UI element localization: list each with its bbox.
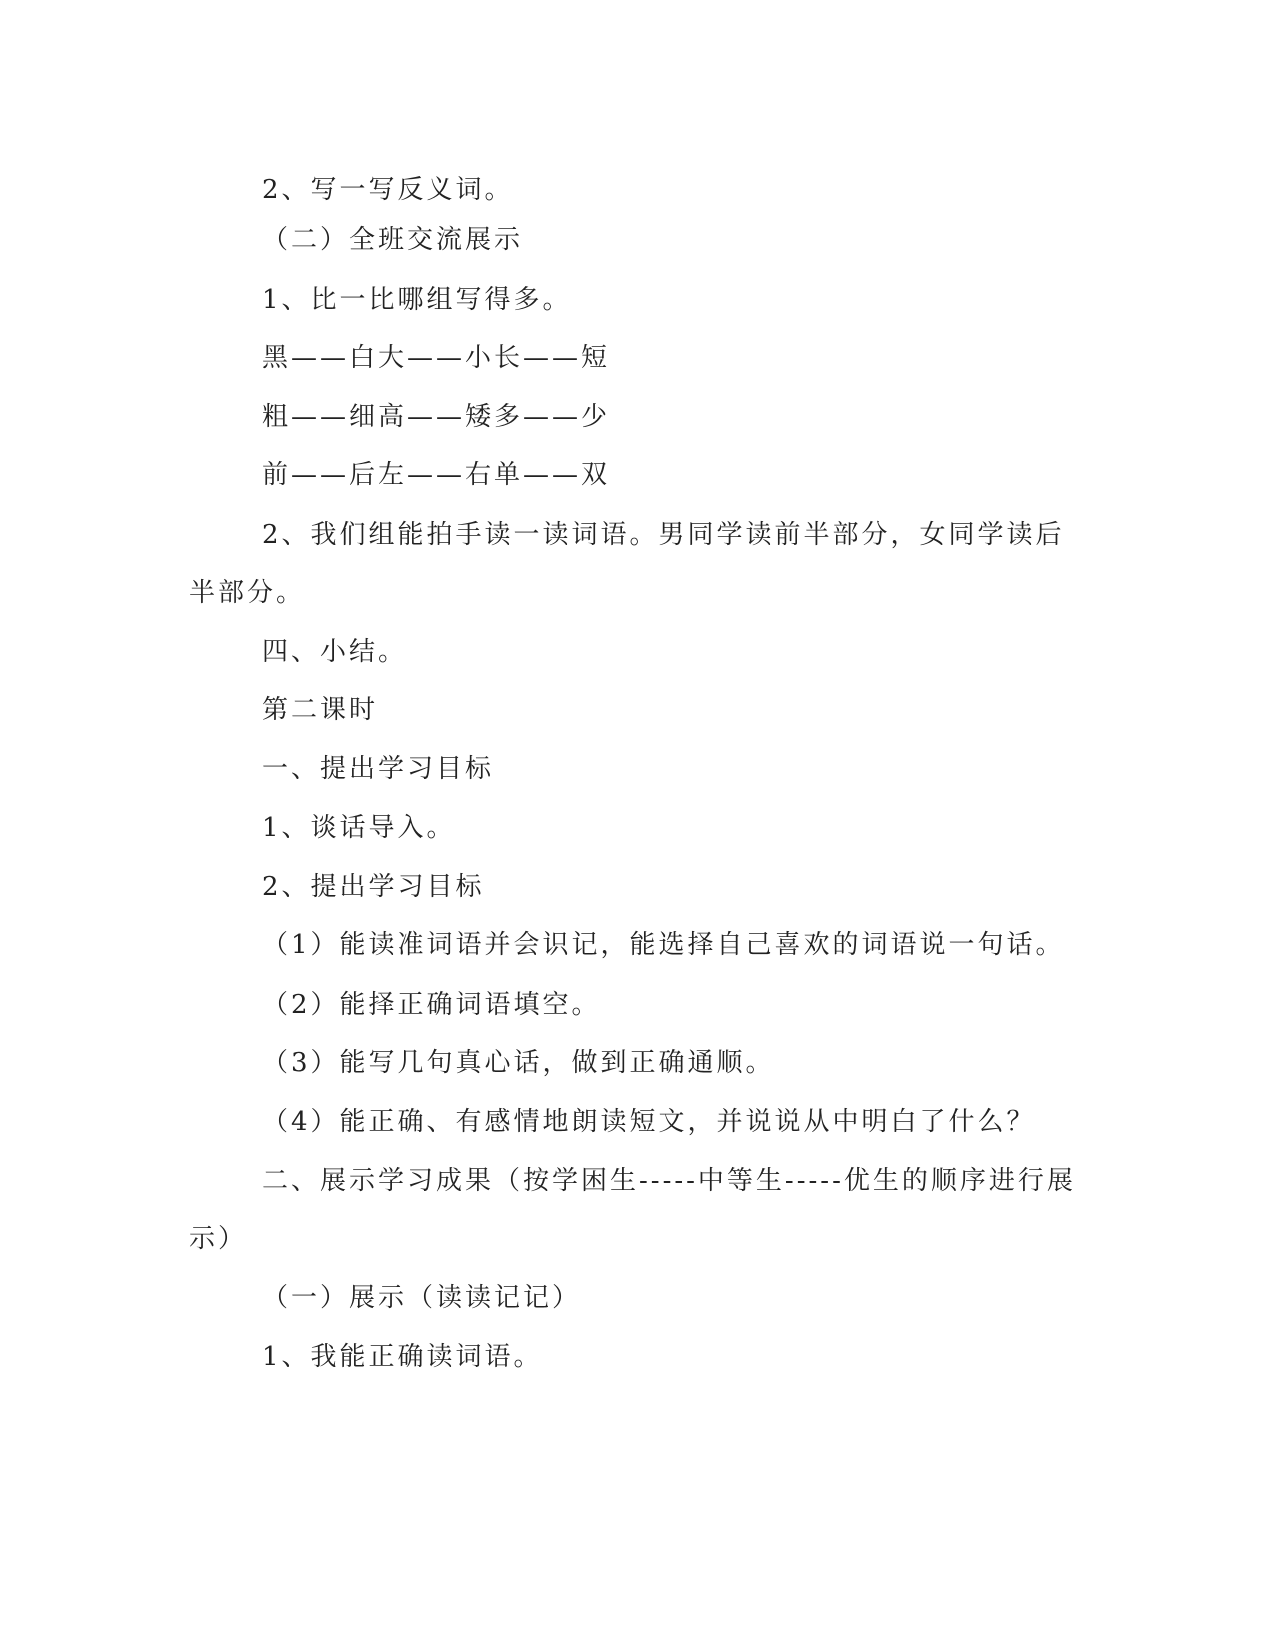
objective-item: （4）能正确、有感情地朗读短文，并说说从中明白了什么？ <box>262 1107 1036 1137</box>
lesson-heading: 第二课时 <box>262 695 379 725</box>
objective-item: （3）能写几句真心话，做到正确通顺。 <box>262 1048 775 1078</box>
paragraph: 1、谈话导入。 <box>262 813 456 843</box>
objective-item: （1）能读准词语并会识记，能选择自己喜欢的词语说一句话。 <box>262 930 1065 960</box>
objective-item: （2）能择正确词语填空。 <box>262 990 601 1020</box>
paragraph-continuation: 半部分。 <box>189 578 306 608</box>
antonym-pairs-row: 前——后左——右单——双 <box>262 460 611 490</box>
paragraph: 2、提出学习目标 <box>262 872 485 902</box>
antonym-pairs-row: 粗——细高——矮多——少 <box>262 402 611 432</box>
antonym-pairs-row: 黑——白大——小长——短 <box>262 343 611 373</box>
section-heading: 二、展示学习成果（按学困生-----中等生-----优生的顺序进行展 <box>262 1166 1076 1196</box>
paragraph: 2、我们组能拍手读一读词语。男同学读前半部分，女同学读后 <box>262 520 1065 550</box>
paragraph: 2、写一写反义词。 <box>262 175 514 205</box>
section-heading: （二）全班交流展示 <box>262 225 524 255</box>
section-heading: 四、小结。 <box>262 637 408 667</box>
section-heading: 一、提出学习目标 <box>262 754 495 784</box>
paragraph: 1、我能正确读词语。 <box>262 1342 543 1372</box>
paragraph-continuation: 示） <box>189 1224 248 1254</box>
paragraph: 1、比一比哪组写得多。 <box>262 285 572 315</box>
section-heading: （一）展示（读读记记） <box>262 1283 582 1313</box>
